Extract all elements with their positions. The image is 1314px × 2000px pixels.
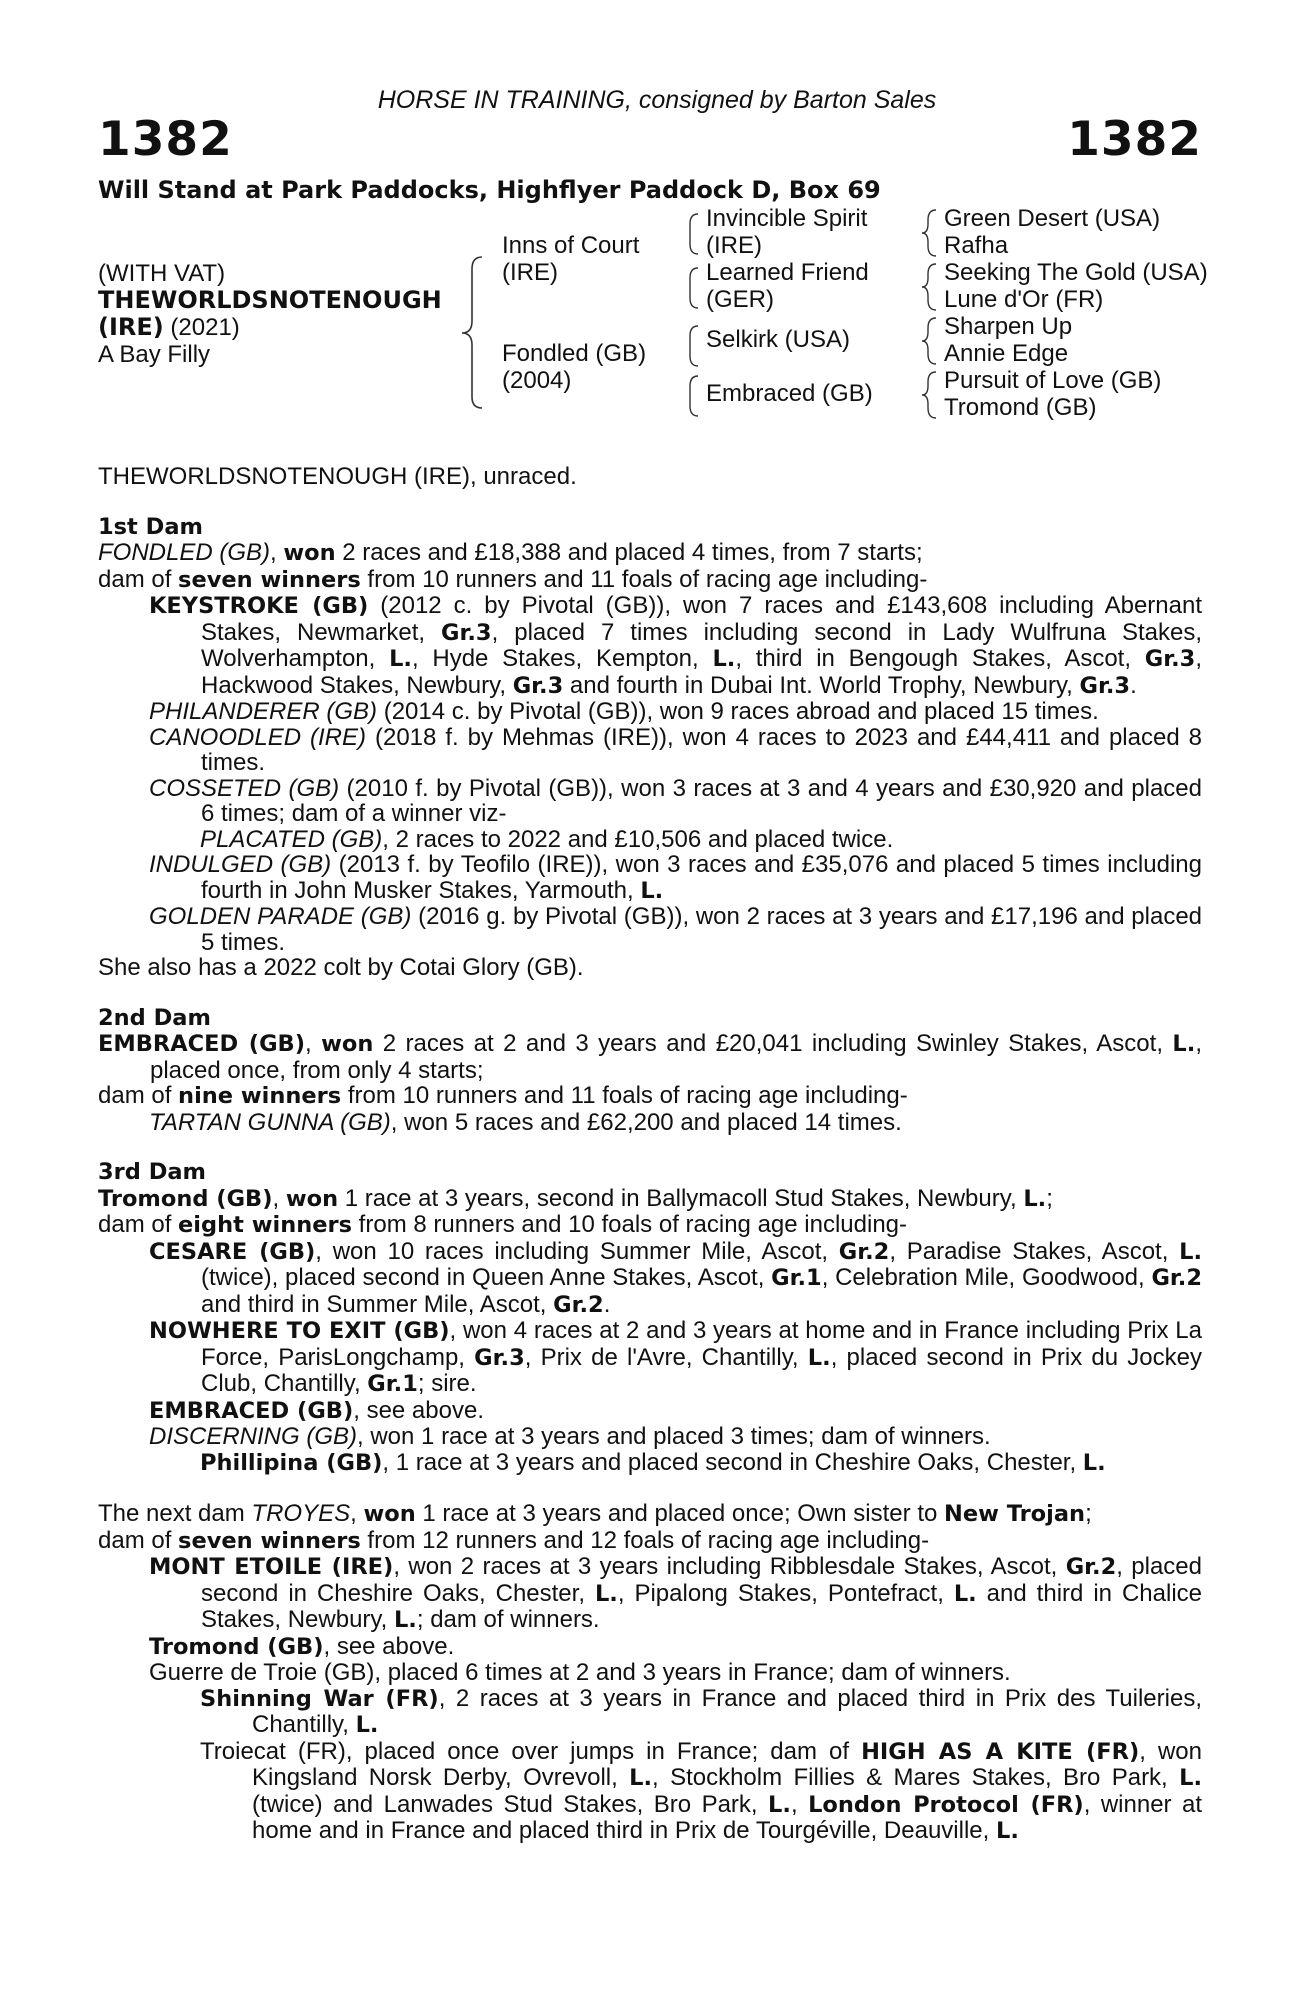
- progeny-keystroke: [98, 593, 1202, 699]
- gen3-ancestor: Rafha: [944, 232, 1009, 259]
- listed-label: L.: [712, 646, 736, 672]
- stand-location: Will Stand at Park Paddocks, Highflyer Paddock D, Box 69: [98, 176, 881, 204]
- lot-number-left: 1382: [98, 112, 233, 167]
- progeny-text: , 2 races at 3 years in France and placed third in Prix des Tuileries, Chantilly,: [252, 1684, 1202, 1738]
- progeny-philanderer: [98, 699, 1202, 725]
- winners-count: seven winners: [178, 566, 361, 593]
- first-dam-record-text: 2 races and £18,388 and placed 4 times, from 7 starts;: [335, 539, 923, 566]
- grade-label: Gr.2: [1151, 1265, 1202, 1291]
- third-dam-name: Tromond (GB): [98, 1185, 273, 1212]
- progeny-troiecat: [98, 1739, 1202, 1845]
- progeny-cosseted: [98, 776, 1202, 827]
- progeny-text: (twice), placed second in Queen Anne Stakes, Ascot,: [201, 1264, 772, 1291]
- progeny-text: (twice) and Lanwades Stud Stakes, Bro Park,: [252, 1790, 769, 1818]
- dam-name: Fondled (GB): [502, 340, 647, 367]
- pedigree-brace-gen3: [918, 206, 940, 422]
- progeny-text: , Pipalong Stakes, Pontefract,: [617, 1579, 954, 1607]
- progeny-text: , Hyde Stakes, Kempton,: [411, 645, 713, 672]
- progeny-guerre-de-troie: Guerre de Troie (GB), placed 6 times at 2 and 3 years in France; dam of winners.: [149, 1659, 1011, 1686]
- sire-sire: [706, 205, 867, 259]
- listed-label: L.: [640, 877, 664, 904]
- grade-label: Gr.2: [1065, 1554, 1117, 1580]
- gen3-ancestor: Lune d'Or (FR): [944, 286, 1104, 313]
- progeny-text: (2013 f. by Teofilo (IRE)), won 3 races and £35,076 and placed 5 times including fourth in John Musker Stakes, Yarmouth,: [201, 851, 1202, 904]
- listed-label: L.: [1179, 1238, 1203, 1265]
- won-label: won: [363, 1501, 416, 1527]
- dam-of-label: dam of: [98, 1082, 179, 1109]
- grade-label: Gr.1: [367, 1371, 418, 1397]
- also-note: She also has a 2022 colt by Cotai Glory (GB).: [98, 954, 584, 981]
- pedigree-notes: [98, 464, 1202, 1845]
- dam-year: (2004): [502, 367, 572, 394]
- progeny-tromond: [98, 1634, 1202, 1661]
- record-text: ;: [1085, 1500, 1092, 1527]
- first-dam-record: FONDLED (GB), won 2 races and £18,388 and placed 4 times, from 7 starts;: [98, 539, 923, 566]
- progeny-name: CANOODLED (IRE): [149, 723, 366, 751]
- sire-origin: (IRE): [502, 259, 558, 286]
- second-dam-name: EMBRACED (GB): [98, 1031, 305, 1057]
- listed-label: L.: [629, 1765, 653, 1791]
- listed-label: L.: [1023, 1185, 1047, 1212]
- progeny-text: .: [603, 1290, 611, 1318]
- grade-label: Gr.3: [474, 1344, 525, 1371]
- progeny-name: NOWHERE TO EXIT (GB): [149, 1318, 450, 1344]
- progeny-nowhere-to-exit: [98, 1318, 1202, 1398]
- progeny-name: PLACATED (GB): [200, 825, 383, 853]
- grade-label: Gr.2: [838, 1238, 890, 1265]
- progeny-name: Shinning War (FR): [200, 1685, 439, 1712]
- runners-text: from 10 runners and 11 foals of racing age including-: [341, 1082, 908, 1109]
- progeny-canoodled: [98, 725, 1202, 776]
- progeny-text: ,: [790, 1790, 809, 1818]
- winners-count: eight winners: [178, 1212, 353, 1238]
- gen3-ancestor: Seeking The Gold (USA): [944, 259, 1208, 286]
- progeny-text: , won Kingsland Norsk Derby, Ovrevoll,: [252, 1737, 1202, 1791]
- progeny-name: COSSETED (GB): [149, 774, 340, 802]
- progeny-cesare: [98, 1239, 1202, 1319]
- progeny-golden-parade: [98, 904, 1202, 955]
- record-text: 2 races at 2 and 3 years and £20,041 including Swinley Stakes, Ascot,: [373, 1030, 1173, 1057]
- catalogue-header: HORSE IN TRAINING, consigned by Barton Sales: [377, 86, 937, 114]
- next-dam-record: [98, 1501, 1202, 1528]
- progeny-name: London Protocol (FR): [808, 1791, 1084, 1818]
- progeny-text: , Hackwood Stakes, Newbury,: [201, 645, 1202, 699]
- gen3-ancestor: Annie Edge: [944, 340, 1069, 367]
- pedigree-brace-gen2: [680, 210, 702, 420]
- grade-label: Gr.3: [1079, 672, 1131, 699]
- sire-sire-origin: (IRE): [706, 232, 762, 259]
- listed-label: L.: [1179, 1765, 1202, 1791]
- horse-details: [98, 260, 442, 368]
- runners-text: from 10 runners and 11 foals of racing age including-: [360, 565, 928, 593]
- third-dam-dam-of: [98, 1212, 1202, 1239]
- sister-name: New Trojan: [944, 1501, 1086, 1527]
- dam-sire: Selkirk (USA): [706, 326, 851, 353]
- progeny-text: .: [1130, 671, 1137, 699]
- grade-label: Gr.3: [441, 619, 492, 646]
- gen3-ancestors: [944, 205, 1208, 421]
- gen3-ancestor: Sharpen Up: [944, 313, 1073, 340]
- lot-number-right: 1382: [1067, 112, 1202, 167]
- horse-description: A Bay Filly: [98, 341, 211, 368]
- progeny-shinning-war: [98, 1686, 1202, 1739]
- listed-label: L.: [768, 1791, 791, 1818]
- vat-label: (WITH VAT): [98, 260, 226, 287]
- section-heading-2nd-dam: 2nd Dam: [98, 1004, 211, 1031]
- progeny-text: , see above.: [323, 1632, 455, 1660]
- sire-dam: [706, 259, 869, 313]
- progeny-text: , 2 races to 2022 and £10,506 and placed twice.: [382, 825, 894, 853]
- progeny-tartan-gunna: [98, 1110, 1202, 1136]
- progeny-text: , won 10 races including Summer Mile, Ascot,: [315, 1237, 839, 1265]
- progeny-text: , Prix de l'Avre, Chantilly,: [524, 1343, 808, 1371]
- progeny-discerning: [98, 1424, 1202, 1450]
- progeny-text: , see above.: [353, 1396, 484, 1424]
- sire-name: Inns of Court: [502, 232, 640, 259]
- progeny-name: HIGH AS A KITE (FR): [861, 1738, 1140, 1765]
- progeny-name: PHILANDERER (GB): [149, 698, 378, 725]
- listed-label: L.: [393, 1607, 417, 1633]
- first-dam-dam-of: [98, 567, 1202, 594]
- dam-of-label: dam of: [98, 565, 179, 593]
- progeny-text: and fourth in Dubai Int. World Trophy, Newbury,: [563, 671, 1080, 699]
- progeny-text: , placed 7 times including second in Lady Wulfruna Stakes, Wolverhampton,: [201, 618, 1202, 672]
- first-dam-name: FONDLED (GB): [98, 539, 271, 566]
- record-text: The next dam: [98, 1500, 252, 1527]
- progeny-text: and third in Summer Mile, Ascot,: [201, 1290, 554, 1318]
- sire-dam-name: Learned Friend: [706, 259, 869, 286]
- record-text: , placed once, from only 4 starts;: [150, 1030, 1202, 1084]
- sire-dam-origin: (GER): [706, 286, 774, 313]
- listed-label: L.: [355, 1712, 379, 1738]
- second-dam-dam-of: [98, 1083, 1202, 1110]
- progeny-text: (2016 g. by Pivotal (GB)), won 2 races at 3 years and £17,196 and placed 5 times.: [201, 903, 1203, 956]
- dam-of-label: dam of: [98, 1526, 179, 1554]
- progeny-name: DISCERNING (GB): [149, 1423, 358, 1450]
- gen3-ancestor: Tromond (GB): [944, 394, 1097, 421]
- gen3-ancestor: Pursuit of Love (GB): [944, 367, 1162, 394]
- progeny-text: , third in Bengough Stakes, Ascot,: [735, 645, 1145, 672]
- progeny-text: (2010 f. by Pivotal (GB)), won 3 races at 3 and 4 years and £30,920 and placed 6 times; dam of a winner viz-: [201, 774, 1202, 827]
- gen3-ancestor: Green Desert (USA): [944, 205, 1161, 232]
- winners-count: seven winners: [178, 1527, 361, 1554]
- progeny-text: , won 4 races at 2 and 3 years at home and in France including Prix La Force, ParisLongchamp,: [201, 1317, 1202, 1371]
- progeny-name: GOLDEN PARADE (GB): [149, 903, 412, 930]
- next-dam-name: TROYES: [251, 1500, 351, 1527]
- progeny-text: and third in Chalice Stakes, Newbury,: [201, 1579, 1202, 1633]
- progeny-name: INDULGED (GB): [149, 851, 332, 878]
- listed-label: L.: [953, 1580, 977, 1607]
- runners-text: from 12 runners and 12 foals of racing age including-: [360, 1526, 930, 1554]
- section-heading-1st-dam: 1st Dam: [98, 513, 203, 540]
- progeny-text: Troiecat (FR), placed once over jumps in France; dam of: [200, 1737, 862, 1765]
- progeny-placated: [98, 827, 1202, 853]
- progeny-name: Tromond (GB): [149, 1633, 324, 1660]
- runners-text: from 8 runners and 10 foals of racing age including-: [352, 1211, 908, 1238]
- listed-label: L.: [594, 1580, 618, 1607]
- pedigree-brace-main: [460, 255, 490, 410]
- progeny-name: TARTAN GUNNA (GB): [149, 1108, 391, 1136]
- progeny-text: (2018 f. by Mehmas (IRE)), won 4 races to 2023 and £44,411 and placed 8 times.: [201, 723, 1202, 776]
- progeny-name: Phillipina (GB): [200, 1449, 383, 1476]
- progeny-name: KEYSTROKE (GB): [149, 593, 369, 619]
- progeny-text: , placed second in Cheshire Oaks, Chester,: [201, 1553, 1203, 1607]
- progeny-text: , Stockholm Fillies & Mares Stakes, Bro Park,: [652, 1764, 1180, 1791]
- progeny-text: , won 1 race at 3 years and placed 3 times; dam of winners.: [357, 1423, 991, 1450]
- won-label: won: [321, 1031, 374, 1057]
- grade-label: Gr.3: [512, 672, 564, 699]
- progeny-text: ; sire.: [417, 1370, 477, 1397]
- section-heading-3rd-dam: 3rd Dam: [98, 1159, 206, 1185]
- record-text: ,: [350, 1500, 364, 1527]
- progeny-embraced: [98, 1398, 1202, 1425]
- listed-label: L.: [995, 1818, 1019, 1844]
- progeny-text: (2012 c. by Pivotal (GB)), won 7 races and £143,608 including Abernant Stakes, Newmarket,: [201, 592, 1202, 646]
- grade-label: Gr.1: [771, 1265, 822, 1291]
- horse-suffix: (IRE): [98, 313, 164, 341]
- won-label: won: [283, 540, 336, 566]
- won-label: won: [285, 1185, 339, 1212]
- second-dam-record: EMBRACED (GB), won 2 races at 2 and 3 years and £20,041 including Swinley Stakes, Ascot, L., placed once, from only 4 starts;: [98, 1030, 1202, 1084]
- dam: [502, 340, 646, 394]
- dam-dam: Embraced (GB): [706, 380, 873, 407]
- progeny-text: , Paradise Stakes, Ascot,: [889, 1237, 1180, 1265]
- progeny-name: EMBRACED (GB): [149, 1397, 354, 1424]
- next-dam-dam-of: [98, 1528, 1202, 1555]
- progeny-indulged: [98, 852, 1202, 904]
- intro-line: THEWORLDSNOTENOUGH (IRE), unraced.: [98, 463, 577, 490]
- progeny-name: MONT ETOILE (IRE): [149, 1554, 394, 1580]
- record-text: 1 race at 3 years and placed once; Own sister to: [415, 1500, 944, 1527]
- progeny-phillipina: [98, 1450, 1202, 1477]
- listed-label: L.: [807, 1344, 831, 1371]
- third-dam-record: Tromond (GB), won 1 race at 3 years, second in Ballymacoll Stud Stakes, Newbury, L.;: [98, 1184, 1053, 1212]
- progeny-text: , won 2 races at 3 years including Ribblesdale Stakes, Ascot,: [393, 1553, 1066, 1580]
- dam-of-label: dam of: [98, 1211, 179, 1238]
- record-text: ;: [1046, 1184, 1053, 1212]
- listed-label: L.: [1082, 1449, 1106, 1476]
- sire-sire-name: Invincible Spirit: [706, 205, 868, 232]
- grade-label: Gr.3: [1144, 646, 1196, 672]
- progeny-text: , winner at home and in France and placed third in Prix de Tourgéville, Deauville,: [252, 1790, 1202, 1844]
- listed-label: L.: [1172, 1031, 1196, 1057]
- grade-label: Gr.2: [553, 1291, 604, 1318]
- horse-name: THEWORLDSNOTENOUGH: [98, 286, 442, 314]
- progeny-mont-etoile: [98, 1554, 1202, 1634]
- winners-count: nine winners: [178, 1083, 342, 1109]
- progeny-text: , 1 race at 3 years and placed second in Cheshire Oaks, Chester,: [382, 1448, 1083, 1476]
- progeny-text: , won 5 races and £62,200 and placed 14 times.: [390, 1108, 902, 1136]
- progeny-text: ; dam of winners.: [416, 1606, 600, 1633]
- progeny-text: (2014 c. by Pivotal (GB)), won 9 races abroad and placed 15 times.: [377, 698, 1099, 725]
- record-text: 1 race at 3 years, second in Ballymacoll Stud Stakes, Newbury,: [338, 1184, 1024, 1212]
- sire: [502, 232, 639, 286]
- horse-year: (2021): [170, 314, 240, 341]
- progeny-name: CESARE (GB): [149, 1238, 316, 1265]
- progeny-text: , Celebration Mile, Goodwood,: [821, 1264, 1152, 1291]
- progeny-text: , placed second in Prix du Jockey Club, Chantilly,: [201, 1343, 1202, 1397]
- listed-label: L.: [389, 646, 412, 672]
